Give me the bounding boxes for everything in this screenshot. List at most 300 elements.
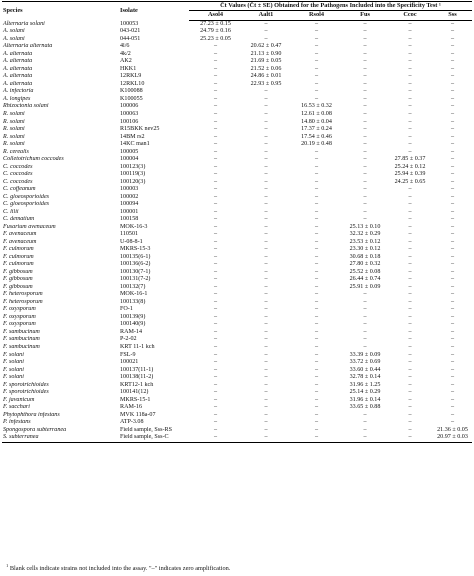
ct-value-cell: –	[213, 95, 218, 102]
ct-value-cell: –	[450, 111, 455, 117]
ct-value-cell: –	[408, 95, 412, 102]
ct-value-cell: –	[363, 208, 367, 215]
table-row	[2, 141, 472, 149]
species-cell: R. solani	[3, 111, 25, 117]
ct-value-cell: –	[363, 171, 367, 178]
species-cell: A. solani	[3, 28, 25, 35]
specificity-table	[2, 1, 472, 443]
species-cell: Colletotrichum coccodes	[3, 156, 64, 163]
isolate-cell: Field sample, Sss-RS	[120, 426, 172, 433]
isolate-cell: FO-1	[120, 306, 133, 313]
species-cell: R. solani	[3, 133, 25, 140]
ct-value-cell: –	[408, 238, 412, 245]
ct-value-cell: –	[450, 389, 455, 396]
ct-value-cell: –	[450, 253, 455, 260]
ct-value-cell: 21.13 ± 0.90	[250, 50, 282, 57]
ct-value-cell: –	[264, 20, 268, 27]
ct-value-cell: –	[450, 35, 455, 42]
ct-value-cell: 33.39 ± 0.09	[349, 351, 381, 358]
species-cell: Rhizoctonia solani	[3, 103, 49, 110]
ct-value-cell: –	[189, 434, 242, 442]
species-cell: F. solani	[3, 366, 24, 373]
table-row	[2, 261, 472, 269]
header-isolate: Isolate	[119, 2, 189, 21]
species-cell: F. gibbosum	[3, 268, 33, 275]
isolate-cell: 100123(3)	[120, 163, 146, 170]
isolate-cell: 100053	[120, 20, 139, 27]
ct-value-cell: –	[264, 298, 268, 305]
ct-value-cell: –	[363, 65, 367, 72]
isolate-cell: P-2-02	[120, 336, 137, 343]
ct-value-cell: –	[450, 163, 455, 170]
ct-value-cell: –	[408, 58, 412, 65]
ct-value-cell: –	[264, 208, 268, 215]
ct-value-cell: 17.37 ± 0.24	[301, 126, 332, 133]
isolate-cell: 100133(8)	[120, 298, 146, 305]
species-cell: S. subterranea	[2, 434, 119, 442]
ct-value-cell: –	[314, 321, 319, 328]
ct-value-cell: –	[408, 404, 412, 411]
ct-value-cell: –	[408, 186, 412, 193]
ct-value-cell: –	[450, 58, 455, 65]
ct-value-cell: –	[314, 231, 319, 238]
isolate-cell: 12RKL10	[120, 80, 145, 87]
table-row	[2, 149, 472, 157]
table-row	[2, 201, 472, 209]
ct-value-cell: –	[213, 351, 218, 358]
isolate-cell: U-08-8-1	[120, 238, 143, 245]
ct-value-cell: –	[213, 253, 218, 260]
ct-value-cell: 20.62 ± 0.47	[250, 43, 282, 50]
ct-value-cell: –	[450, 419, 455, 426]
species-cell: F. sacchari	[3, 404, 30, 411]
ct-value-cell: –	[314, 58, 319, 65]
table-row	[2, 382, 472, 390]
ct-value-cell: –	[264, 178, 268, 185]
ct-value-cell: –	[314, 313, 319, 320]
isolate-cell: K100088	[120, 88, 143, 95]
ct-value-cell: –	[450, 141, 455, 148]
species-cell: Alternaria alternata	[3, 43, 53, 50]
ct-value-cell: –	[213, 163, 218, 170]
ct-value-cell: –	[363, 50, 367, 57]
ct-value-cell: –	[314, 291, 319, 298]
isolate-cell: K100055	[120, 95, 143, 102]
ct-value-cell: 32.78 ± 0.14	[349, 374, 381, 381]
ct-value-cell: –	[450, 118, 455, 125]
ct-value-cell: –	[314, 366, 319, 373]
ct-value-cell: –	[264, 321, 268, 328]
isolate-cell: 100001	[120, 208, 139, 215]
ct-value-cell: –	[450, 231, 455, 238]
ct-value-cell: –	[213, 58, 218, 65]
ct-value-cell: –	[363, 298, 367, 305]
ct-value-cell: –	[213, 313, 218, 320]
table-row	[2, 209, 472, 217]
ct-value-cell: –	[213, 359, 218, 366]
species-cell: A. solani	[3, 35, 25, 42]
ct-value-cell: –	[363, 95, 367, 102]
ct-value-cell: –	[213, 88, 218, 95]
ct-value-cell: –	[314, 95, 319, 102]
ct-value-cell: –	[264, 359, 268, 366]
ct-value-cell: –	[408, 43, 412, 50]
ct-value-cell: –	[213, 118, 218, 125]
ct-value-cell: –	[213, 381, 218, 388]
ct-value-cell: –	[264, 171, 268, 178]
ct-value-cell: –	[314, 171, 319, 178]
ct-value-cell: –	[314, 276, 319, 283]
ct-value-cell: –	[408, 283, 412, 290]
ct-value-cell: –	[363, 73, 367, 80]
ct-value-cell: –	[450, 223, 455, 230]
ct-value-cell: –	[213, 268, 218, 275]
ct-value-cell: –	[408, 313, 412, 320]
ct-value-cell: –	[264, 103, 268, 110]
isolate-cell: KRT 11-1 kch	[120, 343, 155, 350]
table-row	[2, 51, 472, 59]
ct-value-cell: –	[264, 261, 268, 268]
species-cell: C. coccodes	[3, 171, 33, 178]
ct-value-cell: –	[213, 223, 218, 230]
ct-value-cell: –	[314, 359, 319, 366]
ct-value-cell: 31.96 ± 1.25	[349, 381, 381, 388]
ct-value-cell: –	[450, 171, 455, 178]
ct-value-cell: –	[213, 148, 218, 155]
ct-value-cell: –	[450, 50, 455, 57]
ct-value-cell: –	[408, 359, 412, 366]
ct-value-cell: –	[450, 328, 455, 335]
ct-value-cell: –	[264, 366, 268, 373]
ct-value-cell: –	[213, 238, 218, 245]
isolate-cell: KRT12-1 kch	[120, 381, 154, 388]
ct-value-cell: 16.53 ± 0.32	[301, 103, 332, 110]
isolate-cell: 100004	[120, 156, 139, 163]
ct-value-cell: –	[408, 28, 412, 35]
ct-value-cell: –	[213, 133, 218, 140]
species-cell: P. infestans	[3, 419, 31, 426]
ct-value-cell: –	[314, 20, 319, 27]
ct-value-cell: –	[363, 336, 367, 343]
ct-value-cell: –	[213, 231, 218, 238]
ct-value-cell: –	[213, 193, 218, 200]
isolate-cell: 044-051	[120, 35, 141, 42]
ct-value-cell: –	[213, 389, 218, 396]
ct-value-cell: –	[264, 374, 268, 381]
ct-value-cell: –	[213, 321, 218, 328]
ct-value-cell: –	[264, 133, 268, 140]
ct-value-cell: –	[363, 186, 367, 193]
header-species: Species	[2, 2, 119, 21]
isolate-cell: 100002	[120, 193, 139, 200]
table-row	[2, 103, 472, 111]
isolate-cell: AK2	[120, 58, 132, 65]
ct-value-cell: –	[264, 336, 268, 343]
table-row	[2, 254, 472, 262]
ct-value-cell: 14.80 ± 0.04	[301, 118, 332, 125]
ct-value-cell: –	[264, 396, 268, 403]
ct-value-cell: –	[408, 276, 412, 283]
ct-value-cell: –	[450, 261, 455, 268]
species-cell: F. sambucinum	[3, 336, 40, 343]
ct-value-cell: –	[213, 103, 218, 110]
ct-value-cell: –	[363, 156, 367, 163]
ct-value-cell: –	[213, 126, 218, 133]
ct-value-cell: –	[213, 111, 218, 117]
isolate-cell: MVK 118a-07	[120, 411, 156, 418]
species-cell: F. javanicum	[3, 396, 35, 403]
species-cell: F. culmorum	[3, 261, 34, 268]
species-cell: F. avenaceum	[3, 231, 37, 238]
table-row	[2, 404, 472, 412]
ct-value-cell: –	[213, 298, 218, 305]
table-row	[2, 224, 472, 232]
table-row	[2, 246, 472, 254]
ct-value-cell: 17.54 ± 0.46	[301, 133, 332, 140]
table-row	[2, 164, 472, 172]
ct-value-cell: –	[314, 426, 319, 433]
species-cell: Alternaria solani	[3, 20, 45, 27]
isolate-cell: 14KC man1	[120, 141, 150, 148]
ct-value-cell: –	[408, 133, 412, 140]
species-cell: A. alternata	[3, 65, 33, 72]
table-row	[2, 20, 472, 28]
ct-value-cell: –	[363, 28, 367, 35]
ct-value-cell: –	[450, 126, 455, 133]
ct-value-cell: –	[408, 50, 412, 57]
table-row	[2, 88, 472, 96]
ct-value-cell: –	[213, 156, 218, 163]
ct-value-cell: –	[408, 306, 412, 313]
isolate-cell: 12RKL9	[120, 73, 142, 80]
ct-value-cell: –	[408, 426, 412, 433]
ct-value-cell: –	[264, 343, 268, 350]
ct-value-cell: –	[264, 148, 268, 155]
species-cell: F. sambucinum	[3, 343, 40, 350]
ct-value-cell: –	[450, 411, 455, 418]
ct-value-cell: –	[450, 65, 455, 72]
ct-value-cell: –	[450, 268, 455, 275]
ct-value-cell: 25.91 ± 0.09	[349, 283, 381, 290]
isolate-cell: 100063	[120, 111, 139, 117]
ct-value-cell: –	[408, 118, 412, 125]
isolate-cell: MOK-16-3	[120, 223, 148, 230]
ct-value-cell: –	[264, 238, 268, 245]
ct-value-cell: –	[450, 276, 455, 283]
ct-value-cell: –	[408, 111, 412, 117]
isolate-cell: 4k/2	[120, 50, 131, 57]
ct-value-cell: –	[450, 216, 455, 223]
species-cell: A. longipes	[3, 95, 31, 102]
table-row	[2, 156, 472, 164]
table-footnote	[6, 562, 230, 573]
table-row	[2, 111, 472, 119]
ct-value-cell: –	[213, 426, 218, 433]
table-row	[2, 58, 472, 66]
ct-value-cell: –	[450, 73, 455, 80]
isolate-cell: 100119(3)	[120, 171, 146, 178]
footnote-marker: 1	[6, 563, 9, 568]
isolate-cell: 14BM rs2	[120, 133, 145, 140]
ct-value-cell: –	[213, 178, 218, 185]
ct-value-cell: –	[408, 246, 412, 253]
ct-value-cell: –	[408, 374, 412, 381]
ct-value-cell: –	[314, 65, 319, 72]
table-row	[2, 434, 472, 442]
ct-value-cell: –	[408, 231, 412, 238]
ct-value-cell: –	[450, 404, 455, 411]
ct-value-cell: –	[314, 73, 319, 80]
ct-value-cell: –	[213, 336, 218, 343]
ct-value-cell: –	[363, 111, 367, 117]
ct-value-cell: –	[363, 306, 367, 313]
ct-value-cell: –	[408, 80, 412, 87]
ct-value-cell: –	[408, 261, 412, 268]
ct-value-cell: –	[314, 419, 319, 426]
ct-value-cell: –	[314, 261, 319, 268]
species-cell: F. solani	[3, 359, 24, 366]
ct-value-cell: –	[450, 343, 455, 350]
isolate-cell: RAM-14	[120, 328, 143, 335]
ct-value-cell: –	[314, 246, 319, 253]
ct-value-cell: –	[450, 351, 455, 358]
ct-value-cell: –	[408, 411, 412, 418]
isolate-cell: 100137(11-1)	[120, 366, 154, 373]
ct-value-cell: –	[314, 404, 319, 411]
ct-value-cell: –	[314, 411, 319, 418]
ct-value-cell: –	[450, 396, 455, 403]
ct-value-cell: –	[450, 321, 455, 328]
ct-value-cell: –	[363, 133, 367, 140]
species-cell: C. gloeosporioides	[3, 193, 50, 200]
ct-value-cell: –	[314, 381, 319, 388]
table-row	[2, 96, 472, 104]
ct-value-cell: –	[363, 193, 367, 200]
ct-value-cell: –	[264, 141, 268, 148]
header-primer-aalt1: Aalt1	[242, 11, 290, 20]
table-row	[2, 359, 472, 367]
ct-value-cell: –	[264, 419, 268, 426]
ct-value-cell: –	[450, 208, 455, 215]
ct-value-cell: –	[314, 343, 319, 350]
ct-value-cell: –	[213, 171, 218, 178]
table-row	[2, 291, 472, 299]
ct-value-cell: –	[264, 253, 268, 260]
ct-value-cell: –	[264, 389, 268, 396]
isolate-cell: 4l/6	[120, 43, 130, 50]
ct-value-cell: –	[408, 298, 412, 305]
ct-value-cell: –	[213, 141, 218, 148]
ct-value-cell: –	[314, 389, 319, 396]
isolate-cell: ATP-3.08	[120, 419, 144, 426]
ct-value-cell: –	[408, 268, 412, 275]
ct-value-cell: –	[264, 276, 268, 283]
table-row	[2, 171, 472, 179]
ct-value-cell: 27.80 ± 0.32	[349, 261, 381, 268]
table-row	[2, 186, 472, 194]
isolate-cell: 100130(7-1)	[120, 268, 151, 275]
ct-value-cell: –	[264, 118, 268, 125]
ct-value-cell: –	[363, 103, 367, 110]
ct-value-cell: 25.94 ± 0.39	[394, 171, 426, 178]
ct-value-cell: –	[213, 328, 218, 335]
isolate-cell: MOK-16-1	[120, 291, 148, 298]
ct-value-cell: –	[314, 253, 319, 260]
ct-value-cell: –	[264, 328, 268, 335]
ct-value-cell: –	[450, 359, 455, 366]
ct-value-cell: –	[314, 268, 319, 275]
ct-value-cell: –	[363, 321, 367, 328]
ct-value-cell: 31.96 ± 0.14	[349, 396, 381, 403]
isolate-cell: 100131(7-2)	[120, 276, 151, 283]
isolate-cell: 100003	[120, 186, 139, 193]
species-cell: F. sambucinum	[3, 328, 40, 335]
ct-value-cell: –	[363, 163, 367, 170]
ct-value-cell: –	[363, 343, 367, 350]
header-primer-rsol4: Rsol4	[290, 11, 343, 20]
ct-value-cell: –	[408, 381, 412, 388]
table-row	[2, 419, 472, 427]
ct-value-cell: –	[213, 283, 218, 290]
ct-value-cell: –	[314, 351, 319, 358]
ct-value-cell: –	[450, 95, 455, 102]
isolate-cell: 100138(11-2)	[120, 374, 154, 381]
ct-value-cell: –	[314, 336, 319, 343]
isolate-cell: FSL-9	[120, 351, 136, 358]
species-cell: F. solani	[3, 374, 24, 381]
ct-value-cell: –	[363, 178, 367, 185]
ct-value-cell: 33.65 ± 0.88	[349, 404, 381, 411]
ct-value-cell: –	[363, 419, 367, 426]
species-cell: Spongospora subterranea	[3, 426, 67, 433]
ct-value-cell: 24.79 ± 0.16	[200, 28, 231, 35]
ct-value-cell: –	[213, 419, 218, 426]
ct-value-cell: –	[450, 103, 455, 110]
ct-value-cell: –	[450, 291, 455, 298]
ct-value-cell: –	[213, 276, 218, 283]
table-row	[2, 367, 472, 375]
ct-value-cell: 33.72 ± 0.69	[349, 359, 381, 366]
isolate-cell: 043-021	[120, 28, 141, 35]
table-row	[2, 389, 472, 397]
species-cell: F. oxysporum	[3, 313, 36, 320]
isolate-cell: 110501	[120, 231, 139, 238]
species-cell: F. heterosporum	[3, 298, 43, 305]
ct-value-cell: –	[450, 43, 455, 50]
ct-value-cell: –	[450, 88, 455, 95]
ct-value-cell: –	[450, 306, 455, 313]
ct-value-cell: –	[264, 111, 268, 117]
ct-value-cell: –	[450, 298, 455, 305]
species-cell: Phytophthora infestans	[3, 411, 60, 418]
ct-value-cell: –	[408, 201, 412, 208]
isolate-cell: HKK1	[120, 65, 137, 72]
ct-value-cell: –	[264, 246, 268, 253]
ct-value-cell: 23.30 ± 0.12	[349, 246, 381, 253]
species-cell: R. solani	[3, 118, 25, 125]
table-row	[2, 299, 472, 307]
table-row	[2, 119, 472, 127]
ct-value-cell: –	[314, 328, 319, 335]
isolate-cell: 100141(12)	[120, 389, 149, 396]
ct-value-cell: –	[408, 141, 412, 148]
ct-value-cell: –	[264, 95, 268, 102]
isolate-cell: 100021	[120, 359, 139, 366]
ct-value-cell: 21.52 ± 0.06	[250, 65, 282, 72]
ct-value-cell: –	[408, 419, 412, 426]
ct-value-cell: –	[314, 306, 319, 313]
ct-value-cell: –	[264, 426, 268, 433]
